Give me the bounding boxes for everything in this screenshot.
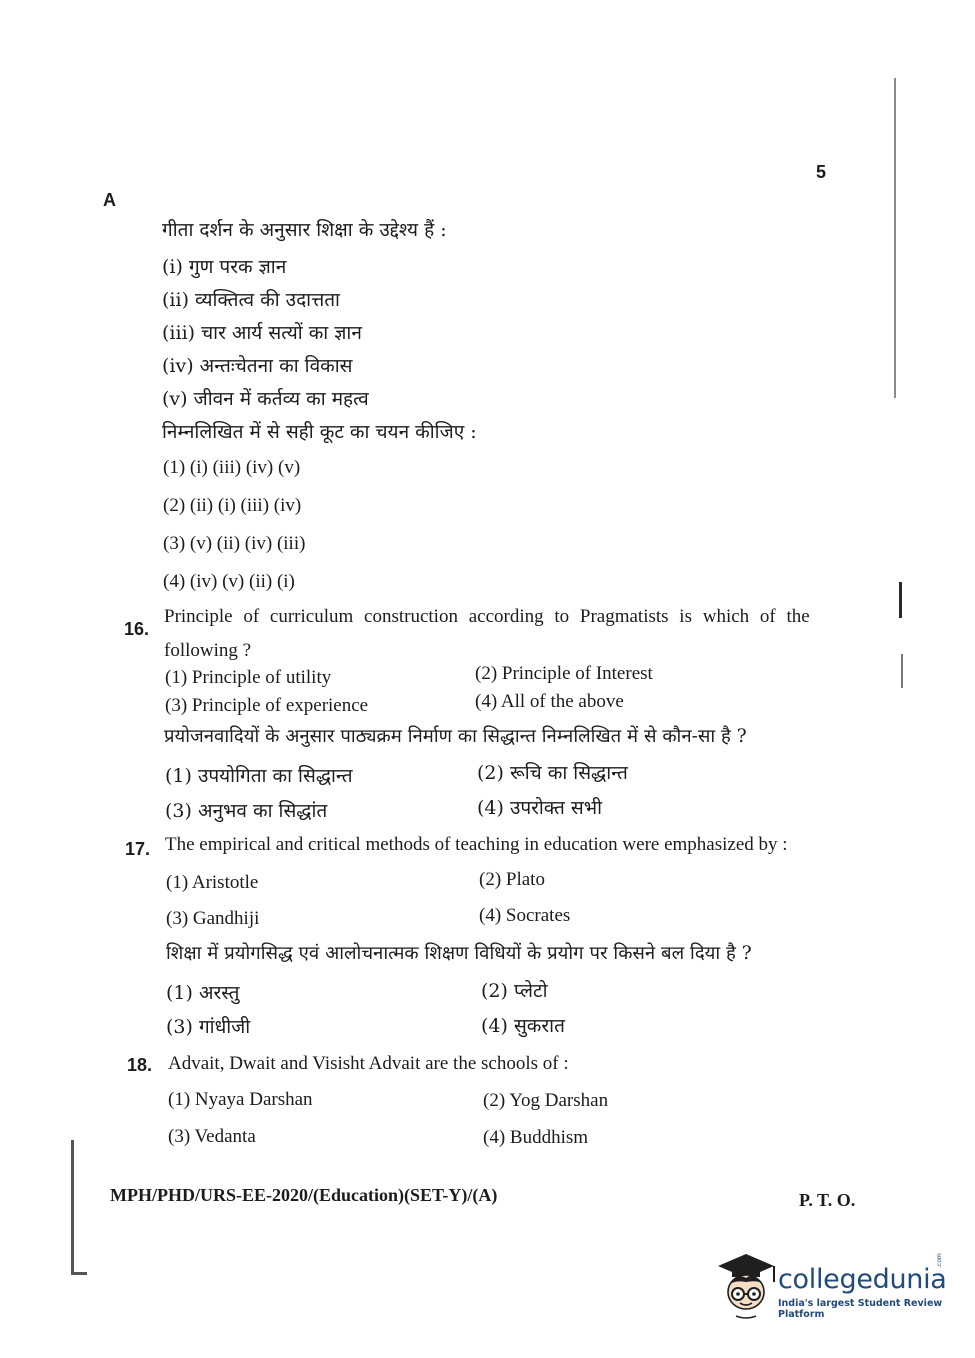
q15-option-1: (1) (i) (iii) (iv) (v) <box>163 457 301 478</box>
q17-stem: The empirical and critical methods of teaching in education were emphasized by : <box>165 834 788 855</box>
q15-option-2: (2) (ii) (i) (iii) (iv) <box>163 495 302 516</box>
q15-option-4: (4) (iv) (v) (ii) (i) <box>163 571 295 592</box>
watermark-brand-name: collegedunia <box>778 1264 947 1295</box>
q16-option-2: (2) Principle of Interest <box>475 663 653 684</box>
q16-hindi-option-2: (2) रूचि का सिद्धान्त <box>477 762 628 784</box>
q15-item-5: (v) जीवन में कर्तव्य का महत्व <box>162 388 369 410</box>
q16-option-1: (1) Principle of utility <box>165 667 332 688</box>
q18-option-3: (3) Vedanta <box>168 1126 256 1147</box>
scan-edge-left <box>71 1140 74 1275</box>
q17-option-1: (1) Aristotle <box>166 872 259 893</box>
q17-hindi-option-4: (4) सुकरात <box>481 1015 565 1037</box>
q18-option-4: (4) Buddhism <box>483 1127 589 1148</box>
watermark-brand-suffix: .com <box>936 1253 943 1268</box>
footer-paper-code: MPH/PHD/URS-EE-2020/(Education)(SET-Y)/(A) <box>110 1185 498 1205</box>
q18-stem: Advait, Dwait and Visisht Advait are the schools of : <box>168 1053 569 1074</box>
q16-hindi-stem: प्रयोजनवादियों के अनुसार पाठ्यक्रम निर्माण का सिद्धान्त निम्नलिखित में से कौन-सा है ? <box>164 726 747 747</box>
watermark-tagline: India's largest Student Review Platform <box>778 1298 943 1320</box>
q16-stem-line2: following ? <box>164 640 252 661</box>
q17-hindi-option-1: (1) अरस्तु <box>166 982 240 1004</box>
page-number: 5 <box>816 162 827 182</box>
q16-hindi-option-1: (1) उपयोगिता का सिद्धान्त <box>165 765 353 787</box>
q17-option-2: (2) Plato <box>479 869 545 890</box>
scan-edge-right-mark-1 <box>899 582 902 618</box>
q15-hindi-stem: गीता दर्शन के अनुसार शिक्षा के उद्देश्य हैं : <box>162 219 447 241</box>
q18-option-1: (1) Nyaya Darshan <box>168 1089 313 1110</box>
q15-item-1: (i) गुण परक ज्ञान <box>162 256 287 278</box>
q18-number: 18. <box>127 1055 153 1075</box>
q17-number: 17. <box>125 839 151 859</box>
q16-option-4: (4) All of the above <box>475 691 624 712</box>
student-mascot-icon <box>716 1250 778 1320</box>
q16-number: 16. <box>124 619 150 639</box>
q15-item-4: (iv) अन्तःचेतना का विकास <box>162 355 353 377</box>
q17-hindi-option-2: (2) प्लेटो <box>481 980 548 1002</box>
scan-edge-right-top <box>894 78 896 398</box>
q15-item-2: (ii) व्यक्तित्व की उदात्तता <box>162 289 340 311</box>
q16-hindi-option-4: (4) उपरोक्त सभी <box>477 797 603 819</box>
q17-hindi-stem: शिक्षा में प्रयोगसिद्ध एवं आलोचनात्मक शिक्षण विधियों के प्रयोग पर किसने बल दिया है ? <box>166 943 752 964</box>
q15-option-3: (3) (v) (ii) (iv) (iii) <box>163 533 306 554</box>
q17-option-4: (4) Socrates <box>479 905 571 926</box>
scan-edge-bottom <box>71 1272 87 1275</box>
q15-instruction: निम्नलिखित में से सही कूट का चयन कीजिए : <box>162 421 477 443</box>
collegedunia-watermark <box>716 1250 956 1320</box>
q16-option-3: (3) Principle of experience <box>165 695 369 716</box>
q18-option-2: (2) Yog Darshan <box>483 1090 609 1111</box>
q16-stem-line1: Principle of curriculum construction according to Pragmatists is which of the <box>164 606 810 627</box>
scan-edge-right-mark-2 <box>901 654 903 688</box>
q16-hindi-option-3: (3) अनुभव का सिद्धांत <box>165 800 328 822</box>
q15-item-3: (iii) चार आर्य सत्यों का ज्ञान <box>162 322 362 344</box>
set-label: A <box>103 190 116 210</box>
footer-pto: P. T. O. <box>799 1190 856 1210</box>
q17-hindi-option-3: (3) गांधीजी <box>166 1016 251 1038</box>
q17-option-3: (3) Gandhiji <box>166 908 260 929</box>
